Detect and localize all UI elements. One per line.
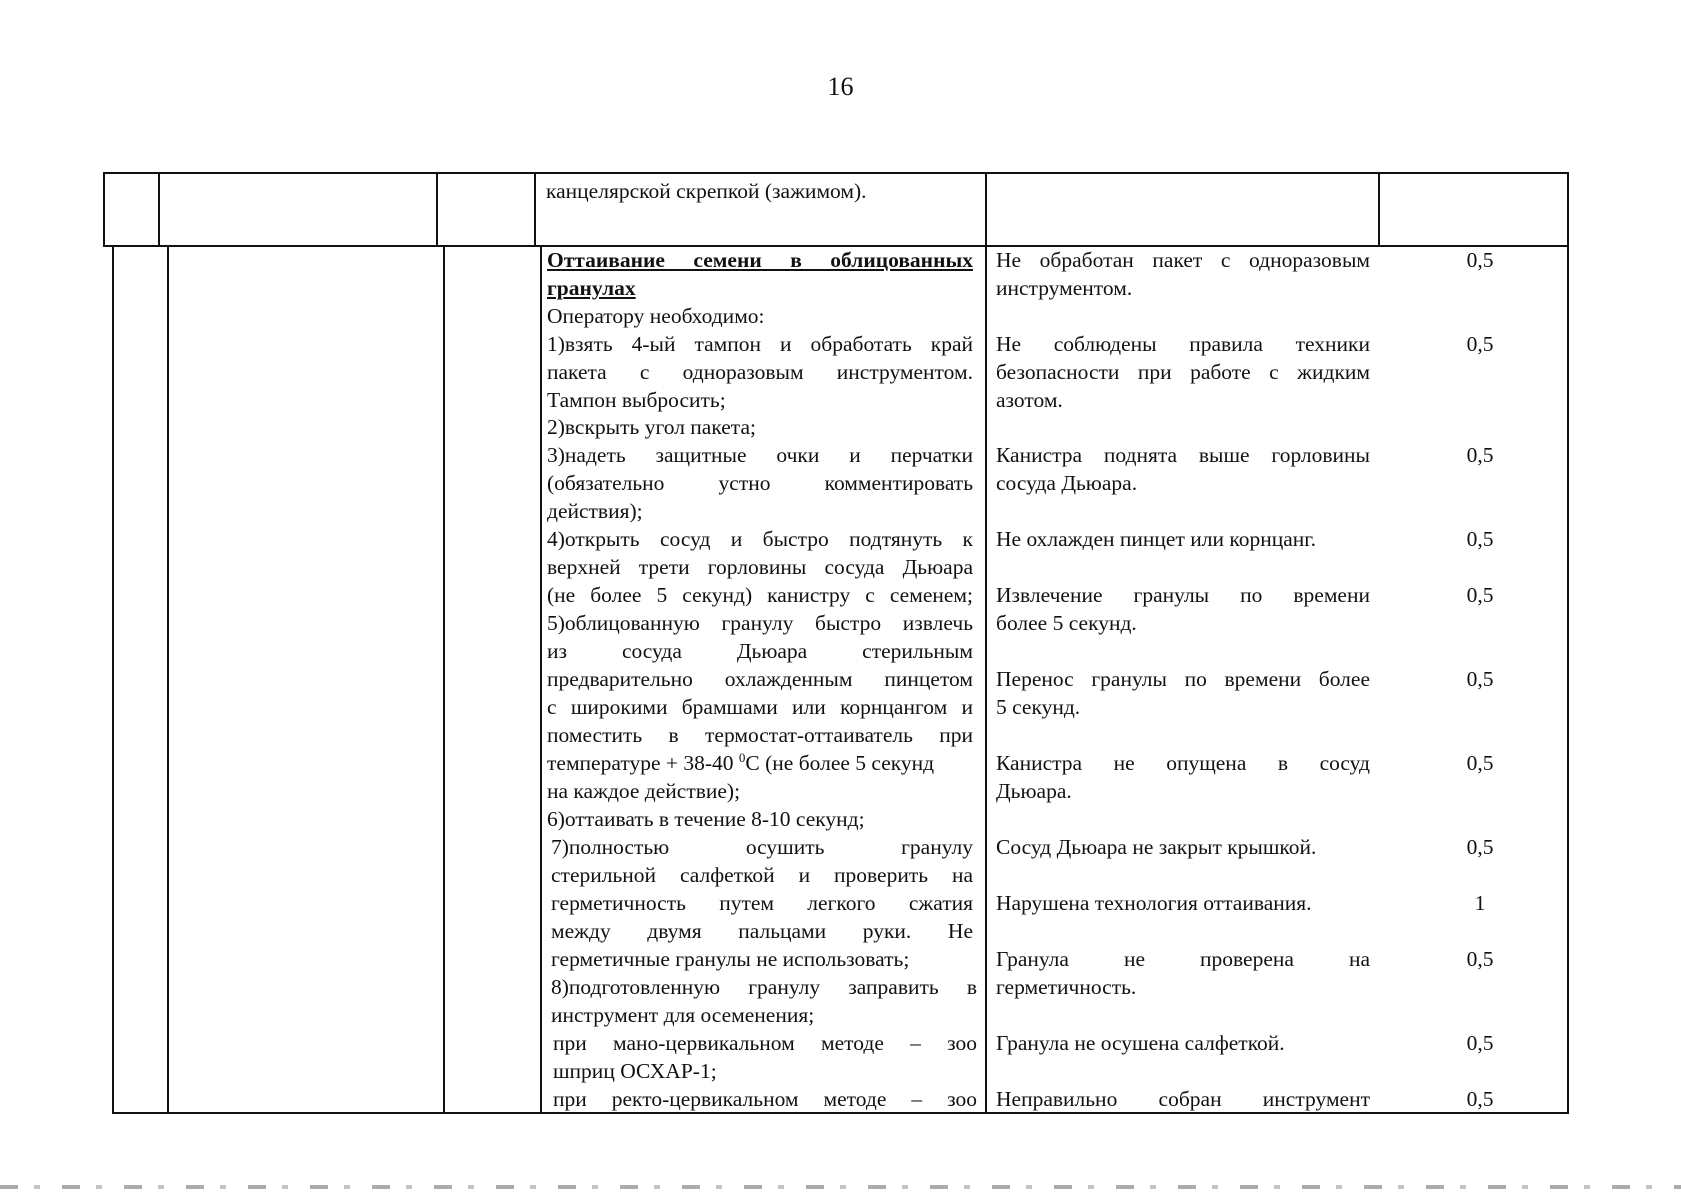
score-value: 0,5 [1466,835,1494,859]
procedure-line: стерильной салфеткой и проверить на [551,863,973,887]
col-border-3 [436,172,438,247]
criterion-item: Гранула не осушена салфеткой. [996,1031,1285,1055]
col-border-5 [985,172,987,1114]
criterion-item: Не охлажден пинцет или корнцанг. [996,527,1317,551]
col-border-6 [1378,172,1380,247]
procedure-line: между двумя пальцами руки. Не [551,919,973,943]
score-value: 0,5 [1466,1087,1494,1111]
score-value: 0,5 [1466,1031,1494,1055]
procedure-line: 2)вскрыть угол пакета; [547,415,756,439]
col-border-3-lower [443,245,445,1114]
score-value: 0,5 [1466,667,1494,691]
criterion-item: Перенос гранулы по времени более 5 секунд. [996,667,1370,719]
procedure-heading-line2: гранулах [547,276,636,300]
procedure-line: предварительно охлажденным пинцетом [547,667,973,691]
score-value: 0,5 [1466,332,1494,356]
procedure-line: поместить в термостат-оттаиватель при [547,723,973,747]
temperature-text-b: С (не более 5 секунд [745,751,935,775]
temperature-text-a: температуре + 38-40 [547,751,739,775]
procedure-line: действия); [547,499,643,523]
score-value: 0,5 [1466,751,1494,775]
score-value: 0,5 [1466,527,1494,551]
procedure-line: Тампон выбросить; [547,388,726,412]
criterion-item: Гранула не проверена на герметичность. [996,947,1370,999]
procedure-heading-line1: Оттаивание семени в облицованных [547,248,973,272]
criterion-item: Канистра поднята выше горловины сосуда Дьюара. [996,443,1370,495]
procedure-line: 8)подготовленную гранулу заправить в [551,975,977,999]
procedure-line: шприц ОСХАР-1; [553,1059,717,1083]
criterion-item: Неправильно собран инструмент [996,1087,1370,1111]
table-top-border [103,172,1569,174]
procedure-line: Оператору необходимо: [547,304,765,328]
score-value: 0,5 [1466,947,1494,971]
procedure-line: на каждое действие); [547,779,741,803]
procedure-line: при мано-цервикальном методе – зоо [553,1031,977,1055]
score-value: 1 [1474,891,1486,915]
procedure-line: (не более 5 секунд) канистру с семенем; [547,583,973,607]
criterion-item: Не соблюдены правила техники безопасности при работе с жидким азотом. [996,332,1370,412]
procedure-line: верхней трети горловины сосуда Дьюара [547,555,973,579]
procedure-line: герметичность путем легкого сжатия [551,891,973,915]
col-border-4-lower [540,245,542,1114]
procedure-temperature-line [547,750,977,778]
criterion-item: Сосуд Дьюара не закрыт крышкой. [996,835,1317,859]
col-border-1 [103,172,105,247]
scan-artifact-strip [0,1185,1681,1189]
page-number: 16 [827,72,854,101]
col-border-2 [158,172,160,247]
procedure-line: герметичные гранулы не использовать; [551,947,910,971]
procedure-line: 5)облицованную гранулу быстро извлечь [547,611,973,635]
procedure-line: 1)взять 4-ый тампон и обработать край [547,332,973,356]
criterion-item: Нарушена технология оттаивания. [996,891,1312,915]
col-border-2-lower [167,245,169,1114]
criterion-item: Не обработан пакет с одноразовым инструментом. [996,248,1370,300]
criterion-item: Извлечение гранулы по времени более 5 секунд. [996,583,1370,635]
procedure-line: с широкими брамшами или корнцангом и [547,695,973,719]
procedure-line: пакета с одноразовым инструментом. [547,360,973,384]
score-value: 0,5 [1466,248,1494,272]
procedure-line: 6)оттаивать в течение 8-10 секунд; [547,807,865,831]
procedure-line: из сосуда Дьюара стерильным [547,639,973,663]
criterion-item: Канистра не опущена в сосуд Дьюара. [996,751,1370,803]
row1-procedure-text: канцелярской скрепкой (зажимом). [546,179,867,203]
col-border-7 [1567,172,1569,1114]
col-border-1-lower [112,245,114,1114]
col-border-4 [534,172,536,247]
procedure-line: (обязательно устно комментировать [547,471,973,495]
procedure-line: 4)открыть сосуд и быстро подтянуть к [547,527,973,551]
score-value: 0,5 [1466,583,1494,607]
procedure-line: при ректо-цервикальном методе – зоо [553,1087,977,1111]
procedure-line: 7)полностью осушить гранулу [551,835,973,859]
score-value: 0,5 [1466,443,1494,467]
procedure-line: инструмент для осеменения; [551,1003,815,1027]
degree-superscript: 0 [738,749,746,765]
procedure-line: 3)надеть защитные очки и перчатки [547,443,973,467]
